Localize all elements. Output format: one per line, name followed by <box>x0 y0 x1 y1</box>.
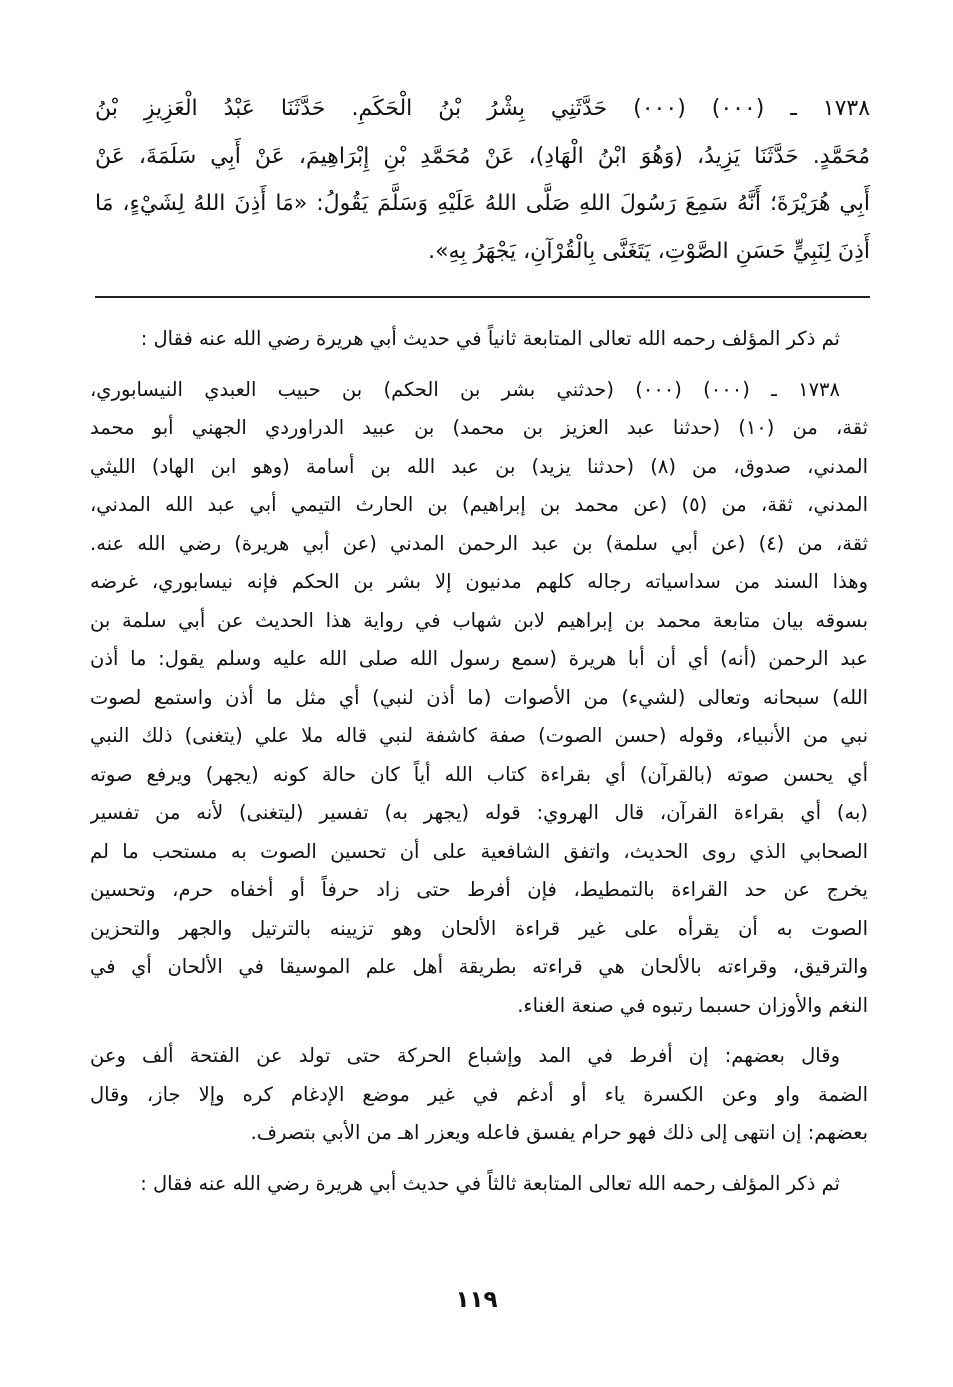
commentary-line: ١٧٣٨ ـ (٠٠٠) (٠٠٠) (حدثني بشر بن الحكم) بن حبيب العبدي النيسابوري، <box>90 377 841 401</box>
hadith-text-block <box>95 85 870 275</box>
commentary-line: والترقيق، وقراءته بالألحان هي قراءته بطريقة أهل علم الموسيقا في الألحان أي في <box>90 955 868 978</box>
hadith-line: ١٧٣٨ ـ (٠٠٠) (٠٠٠) حَدَّثَنِي بِشْرُ بْنُ الْحَكَمِ. حَدَّثَنَا عَبْدُ الْعَزِيزِ بْنُ <box>95 96 871 121</box>
commentary-line: المدني، صدوق، من (٨) (حدثنا يزيد) بن عبد الله بن أسامة (وهو ابن الهاد) الليثي <box>90 454 868 478</box>
commentary-outro: ثم ذكر المؤلف رحمه الله تعالى المتابعة ثالثاً في حديث أبي هريرة رضي الله عنه فقال : <box>140 1171 840 1195</box>
commentary-intro: ثم ذكر المؤلف رحمه الله تعالى المتابعة ثانياً في حديث أبي هريرة رضي الله عنه فقال : <box>140 327 840 350</box>
commentary-block <box>90 320 868 1203</box>
commentary-line: الصوت به أن يقرأه على غير قراءة الألحان وهو تزيينه بالترتيل والجهر والتحزين <box>90 916 868 940</box>
commentary-line: الضمة واو وعن الكسرة ياء أو أدغم في غير موضع الإدغام كره وإلا جاز، وقال <box>90 1082 868 1106</box>
commentary-line: نبي من الأنبياء، وقوله (حسن الصوت) صفة كاشفة لنبي قاله ملا علي (يتغنى) ذلك النبي <box>90 724 868 747</box>
commentary-line: عبد الرحمن (أنه) أي أن أبا هريرة (سمع رسول الله صلى الله عليه وسلم يقول: ما أذن <box>90 647 868 670</box>
commentary-line: وقال بعضهم: إن أفرط في المد وإشباع الحركة حتى تولد عن الفتحة ألف وعن <box>90 1044 840 1067</box>
hadith-line: أَذِنَ لِنَبِيٍّ حَسَنِ الصَّوْتِ، يَتَغَنَّى بِالْقُرْآنِ، يَجْهَرُ بِهِ». <box>428 238 870 264</box>
hadith-line: مُحَمَّدٍ. حَدَّثَنَا يَزِيدُ، (وَهُوَ ابْنُ الْهَادِ)، عَنْ مُحَمَّدِ بْنِ إِبْرَاهِيمَ، عَنْ أَبِي سَلَمَةَ، عَنْ <box>95 143 870 169</box>
commentary-line: بعضهم: إن انتهى إلى ذلك فهو حرام يفسق فاعله ويعزر اهـ من الأبي بتصرف. <box>250 1121 868 1144</box>
commentary-line: بسوقه بيان متابعة محمد بن إبراهيم لابن شهاب في رواية هذا الحديث عن أبي سلمة بن <box>90 608 868 632</box>
commentary-line: أي يحسن صوته (بالقرآن) أي بقراءة كتاب الله أياً كان حالة كونه (يجهر) ويرفع صوته <box>90 762 868 786</box>
hadith-line: أَبِي هُرَيْرَةَ؛ أَنَّهُ سَمِعَ رَسُولَ اللهِ صَلَّى اللهُ عَلَيْهِ وَسَلَّمَ يَقُولُ: «مَا أَذِنَ اللهُ لِشَيْءٍ، مَا <box>95 191 870 216</box>
commentary-line: النغم والأوزان حسبما رتبوه في صنعة الغناء. <box>517 993 868 1017</box>
commentary-line: يخرج عن حد القراءة بالتمطيط، فإن أفرط حتى زاد حرفاً أو أخفاه حرم، وتحسين <box>90 878 868 901</box>
commentary-line: (به) أي بقراءة القرآن، قال الهروي: قوله (يجهر به) تفسير (ليتغنى) لأنه من تفسير <box>90 801 868 824</box>
separator-rule <box>95 296 870 298</box>
commentary-line: الصحابي الذي روى الحديث، واتفق الشافعية على أن تحسين الصوت به مستحب ما لم <box>90 839 868 863</box>
commentary-line: وهذا السند من سداسياته رجاله كلهم مدنيون إلا بشر بن الحكم فإنه نيسابوري، غرضه <box>90 570 868 593</box>
commentary-line: ثقة، من (١٠) (حدثنا عبد العزيز بن محمد) بن عبيد الدراوردي الجهني أبو محمد <box>90 416 868 439</box>
commentary-line: الله) سبحانه وتعالى (لشيء) من الأصوات (ما أذن لنبي) أي مثل ما أذن واستمع لصوت <box>90 685 868 709</box>
page-number: ١١٩ <box>455 1287 498 1313</box>
commentary-line: ثقة، من (٤) (عن أبي سلمة) بن عبد الرحمن المدني (عن أبي هريرة) رضي الله عنه. <box>90 531 868 555</box>
commentary-line: المدني، ثقة، من (٥) (عن محمد بن إبراهيم) بن الحارث التيمي أبي عبد الله المدني، <box>90 493 868 516</box>
